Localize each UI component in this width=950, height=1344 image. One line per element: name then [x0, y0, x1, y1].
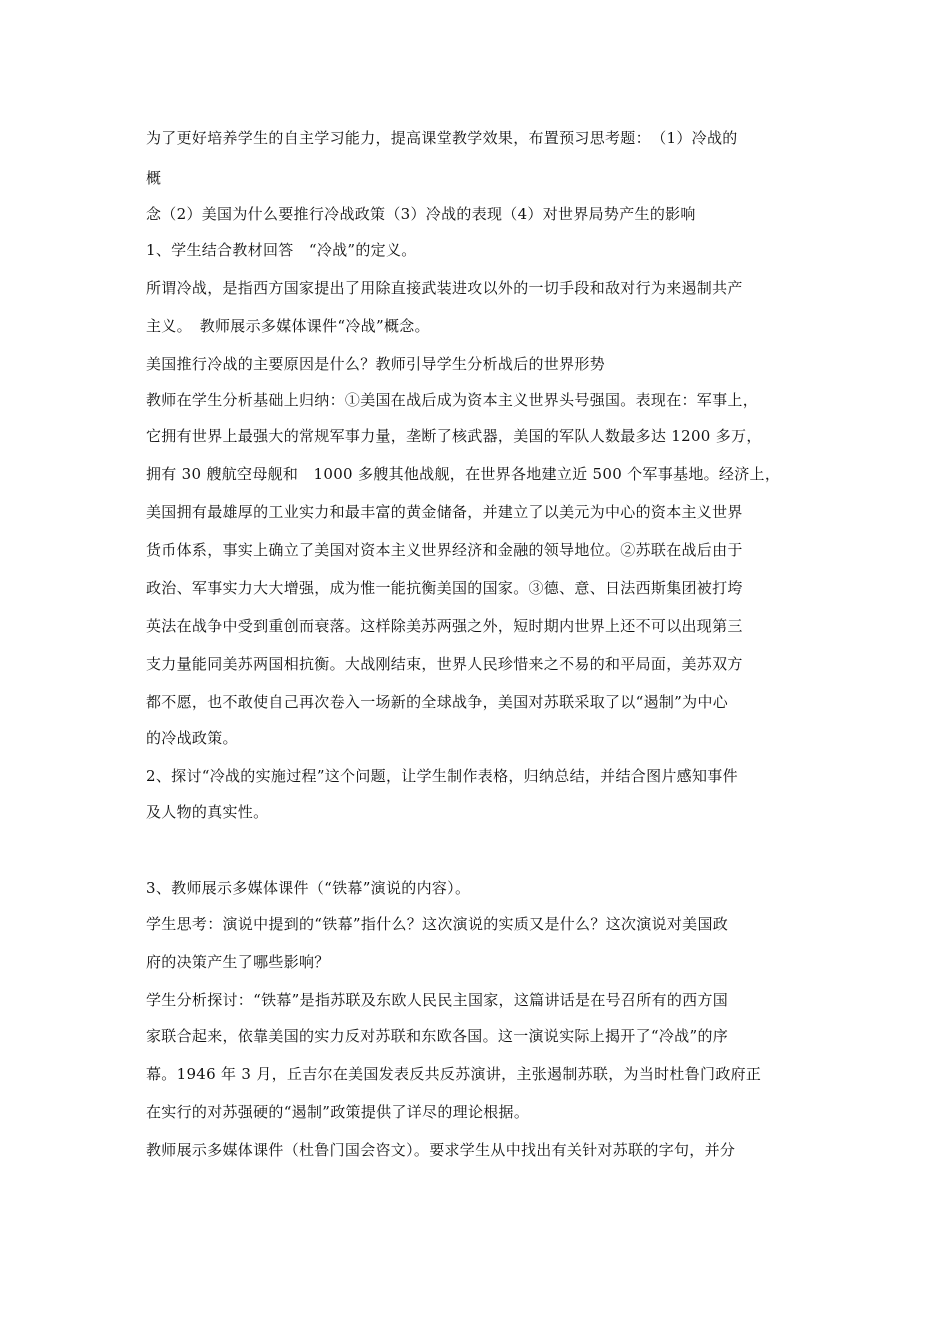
text-line: 支力量能同美苏两国相抗衡。大战刚结束，世界人民珍惜来之不易的和平局面，美苏双方 [146, 655, 743, 673]
text-line: 主义。 教师展示多媒体课件“冷战”概念。 [146, 317, 430, 335]
text-line: 它拥有世界上最强大的常规军事力量，垄断了核武器，美国的军队人数最多达 1200 多万， [146, 427, 762, 445]
text-line: 概 [146, 169, 162, 187]
text-line: 的冷战政策。 [146, 729, 238, 747]
text-line: 英法在战争中受到重创而衰落。这样除美苏两强之外，短时期内世界上还不可以出现第三 [146, 617, 743, 635]
text-line: 府的决策产生了哪些影响？ [146, 953, 330, 971]
text-line: 在实行的对苏强硬的“遏制”政策提供了详尽的理论根据。 [146, 1103, 530, 1121]
text-line: 及人物的真实性。 [146, 803, 269, 821]
text-line: 美国拥有最雄厚的工业实力和最丰富的黄金储备，并建立了以美元为中心的资本主义世界 [146, 503, 743, 521]
text-line: 都不愿，也不敢使自己再次卷入一场新的全球战争，美国对苏联采取了以“遏制”为中心 [146, 693, 729, 711]
text-line: 为了更好培养学生的自主学习能力，提高课堂教学效果，布置预习思考题： （1）冷战的 [146, 129, 738, 147]
text-line: 拥有 30 艘航空母舰和 1000 多艘其他战舰，在世界各地建立近 500 个军事基地。经济上， [146, 465, 781, 483]
text-line: 3、教师展示多媒体课件（“铁幕”演说的内容）。 [146, 879, 471, 897]
text-line: 所谓冷战，是指西方国家提出了用除直接武装进攻以外的一切手段和敌对行为来遏制共产 [146, 279, 743, 297]
text-line: 教师展示多媒体课件（杜鲁门国会咨文）。要求学生从中找出有关针对苏联的字句，并分 [146, 1141, 736, 1159]
text-line: 念（2）美国为什么要推行冷战政策（3）冷战的表现（4）对世界局势产生的影响 [146, 205, 696, 223]
text-line: 2、探讨“冷战的实施过程”这个问题，让学生制作表格，归纳总结，并结合图片感知事件 [146, 767, 738, 785]
text-line: 货币体系，事实上确立了美国对资本主义世界经济和金融的领导地位。②苏联在战后由于 [146, 541, 743, 559]
text-line: 1、学生结合教材回答 “冷战”的定义。 [146, 241, 417, 259]
text-line: 教师在学生分析基础上归纳：①美国在战后成为资本主义世界头号强国。表现在：军事上， [146, 391, 759, 409]
text-line: 政治、军事实力大大增强，成为惟一能抗衡美国的国家。③德、意、日法西斯集团被打垮 [146, 579, 743, 597]
text-line: 学生分析探讨：“铁幕”是指苏联及东欧人民民主国家，这篇讲话是在号召所有的西方国 [146, 991, 729, 1009]
text-line: 幕。1946 年 3 月，丘吉尔在美国发表反共反苏演讲，主张遏制苏联，为当时杜鲁门政府正 [146, 1065, 762, 1083]
text-line: 美国推行冷战的主要原因是什么？教师引导学生分析战后的世界形势 [146, 355, 606, 373]
text-line: 学生思考：演说中提到的“铁幕”指什么？这次演说的实质又是什么？这次演说对美国政 [146, 915, 729, 933]
text-line: 家联合起来，依靠美国的实力反对苏联和东欧各国。这一演说实际上揭开了“冷战”的序 [146, 1027, 729, 1045]
